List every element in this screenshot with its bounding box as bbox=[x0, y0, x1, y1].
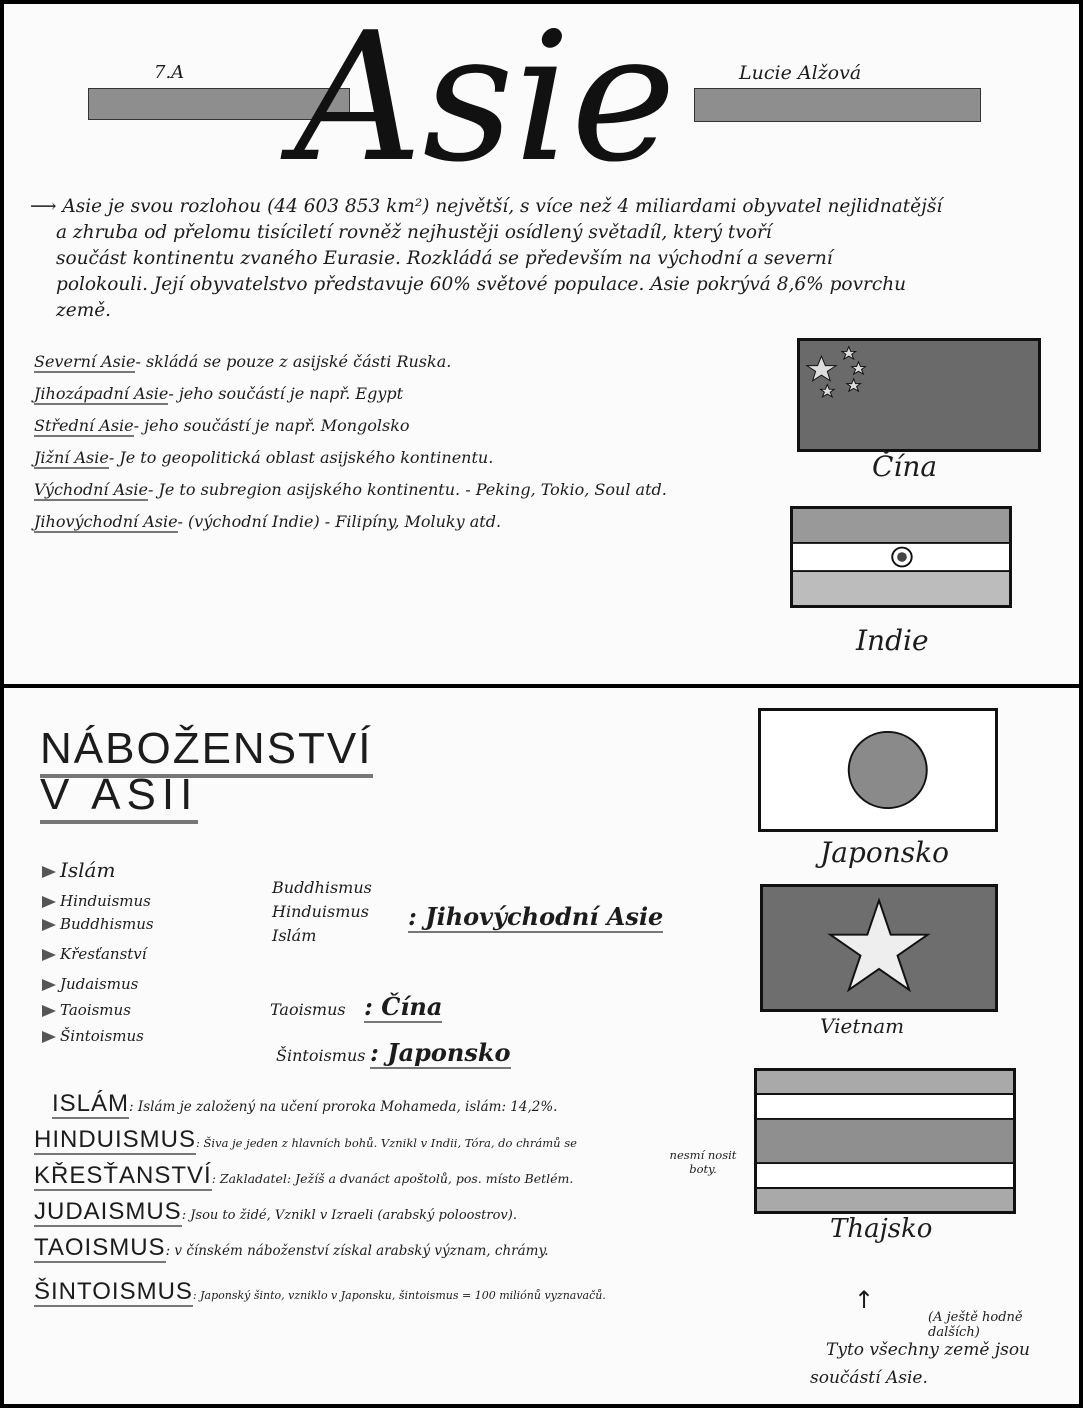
detail-text: : Islám je založený na učení proroka Mohameda, islám: 14,2%. bbox=[129, 1099, 558, 1115]
region-name: Jižní Asie bbox=[34, 448, 109, 467]
thailand-caption: Thajsko bbox=[830, 1214, 933, 1244]
detail-text: : Zakladatel: Ježíš a dvanáct apoštolů, pos. místo Betlém. bbox=[211, 1171, 574, 1186]
religion-details bbox=[34, 1090, 606, 1314]
vietnam-flag bbox=[760, 884, 998, 1012]
india-caption: Indie bbox=[856, 624, 929, 657]
region-item bbox=[34, 352, 667, 384]
region-name: Střední Asie bbox=[34, 416, 134, 435]
china-caption: Čína bbox=[872, 450, 938, 483]
detail-row bbox=[34, 1198, 606, 1234]
region-item bbox=[34, 480, 667, 512]
intro-line-2: a zhruba od přelomu tisíciletí rovněž nejhustěji osídlený světadíl, který tvoří bbox=[56, 222, 772, 243]
list-item: Taoismus bbox=[42, 1001, 154, 1027]
detail-text: : Šiva je jeden z hlavních bohů. Vznikl v Indii, Tóra, do chrámů se bbox=[196, 1136, 577, 1150]
japan-caption: Japonsko bbox=[820, 836, 949, 869]
region-name: Severní Asie bbox=[34, 352, 136, 371]
list-item: Judaismus bbox=[42, 975, 154, 1001]
detail-name: JUDAISMUS bbox=[34, 1198, 182, 1225]
bottom-sheet bbox=[0, 684, 1083, 1408]
regions-list bbox=[34, 352, 667, 544]
region-item bbox=[34, 448, 667, 480]
intro-line-3: součást kontinentu zvaného Eurasie. Rozkládá se především na východní a severní bbox=[56, 248, 833, 269]
religion-list bbox=[42, 858, 154, 1053]
hindu-note: nesmí nosit boty. bbox=[669, 1148, 737, 1176]
region-text: - Je to geopolitická oblast asijského kontinentu. bbox=[108, 448, 494, 467]
detail-name: HINDUISMUS bbox=[34, 1126, 197, 1153]
region-text: - jeho součástí je např. Mongolsko bbox=[133, 416, 410, 435]
triangle-bullet-icon bbox=[42, 949, 56, 961]
region-item bbox=[34, 416, 667, 448]
intro-line-5: země. bbox=[56, 300, 112, 321]
religions-title-line2: V ASII bbox=[40, 770, 198, 824]
list-item: Křesťanství bbox=[42, 945, 154, 975]
region-name: Jihovýchodní Asie bbox=[34, 512, 178, 531]
detail-text: : Jsou to židé, Vznikl v Izraeli (arabský poloostrov). bbox=[181, 1208, 517, 1223]
detail-text: : Japonský šinto, vzniklo v Japonsku, šintoismus = 100 miliónů vyznavačů. bbox=[192, 1289, 606, 1302]
note-line-2: součástí Asie. bbox=[810, 1368, 928, 1388]
triangle-bullet-icon bbox=[42, 1005, 56, 1017]
up-arrow-icon: ↑ bbox=[854, 1286, 875, 1314]
detail-row bbox=[34, 1278, 606, 1314]
triangle-bullet-icon bbox=[42, 1031, 56, 1043]
intro-line-1: Asie je svou rozlohou (44 603 853 km²) největší, s více než 4 miliardami obyvatel nejlidnatější bbox=[62, 196, 943, 217]
detail-row bbox=[34, 1090, 606, 1126]
detail-row bbox=[34, 1162, 606, 1198]
top-sheet bbox=[0, 0, 1083, 688]
shinto-region: : Japonsko bbox=[370, 1038, 511, 1067]
india-flag bbox=[790, 506, 1012, 608]
detail-name: ISLÁM bbox=[52, 1090, 130, 1117]
region-name: Východní Asie bbox=[34, 480, 148, 499]
vietnam-caption: Vietnam bbox=[820, 1014, 905, 1038]
class-label: 7.A bbox=[154, 62, 185, 83]
detail-row bbox=[34, 1126, 606, 1162]
triangle-bullet-icon bbox=[42, 896, 56, 908]
page-title: Asie bbox=[294, 0, 677, 201]
japan-flag bbox=[758, 708, 998, 832]
author-name: Lucie Alžová bbox=[739, 62, 862, 84]
region-text: - skládá se pouze z asijské části Ruska. bbox=[135, 352, 452, 371]
intro-paragraph bbox=[30, 194, 1070, 324]
arrow-icon: ⟶ bbox=[30, 196, 63, 217]
detail-name: TAOISMUS bbox=[34, 1234, 166, 1261]
shinto-label: Šintoismus bbox=[276, 1046, 366, 1065]
triangle-bullet-icon bbox=[42, 979, 56, 991]
china-flag bbox=[797, 338, 1041, 452]
detail-text: : v čínském náboženství získal arabský význam, chrámy. bbox=[165, 1243, 549, 1259]
list-item: Hinduismus bbox=[42, 892, 154, 915]
detail-name: KŘESŤANSTVÍ bbox=[34, 1162, 212, 1189]
taoism-region: : Čína bbox=[364, 992, 443, 1021]
note-extra: (A ještě hodně dalších) bbox=[928, 1310, 1023, 1340]
region-name: Jihozápadní Asie bbox=[34, 384, 169, 403]
group1-religions: Buddhismus Hinduismus Islám bbox=[272, 878, 372, 945]
list-item: Buddhismus bbox=[42, 915, 154, 945]
triangle-bullet-icon bbox=[42, 866, 56, 878]
detail-row bbox=[34, 1234, 606, 1278]
title-bar-right bbox=[694, 88, 981, 122]
detail-name: ŠINTOISMUS bbox=[34, 1278, 193, 1305]
note-line-1: Tyto všechny země jsou bbox=[826, 1340, 1031, 1360]
list-item: Šintoismus bbox=[42, 1027, 154, 1053]
triangle-bullet-icon bbox=[42, 919, 56, 931]
region-text: - (východní Indie) - Filipíny, Moluky atd. bbox=[177, 512, 502, 531]
intro-line-4: polokouli. Její obyvatelstvo představuje 60% světové populace. Asie pokrývá 8,6% povrchu bbox=[56, 274, 907, 295]
region-item bbox=[34, 384, 667, 416]
region-text: - jeho součástí je např. Egypt bbox=[168, 384, 404, 403]
list-item: Islám bbox=[42, 858, 154, 892]
religions-title-line1: NÁBOŽENSTVÍ bbox=[40, 724, 373, 778]
thailand-flag bbox=[754, 1068, 1016, 1214]
group1-region: : Jihovýchodní Asie bbox=[408, 902, 664, 931]
region-item bbox=[34, 512, 667, 544]
region-text: - Je to subregion asijského kontinentu. - Peking, Tokio, Soul atd. bbox=[147, 480, 667, 499]
taoism-label: Taoismus bbox=[270, 1000, 346, 1019]
